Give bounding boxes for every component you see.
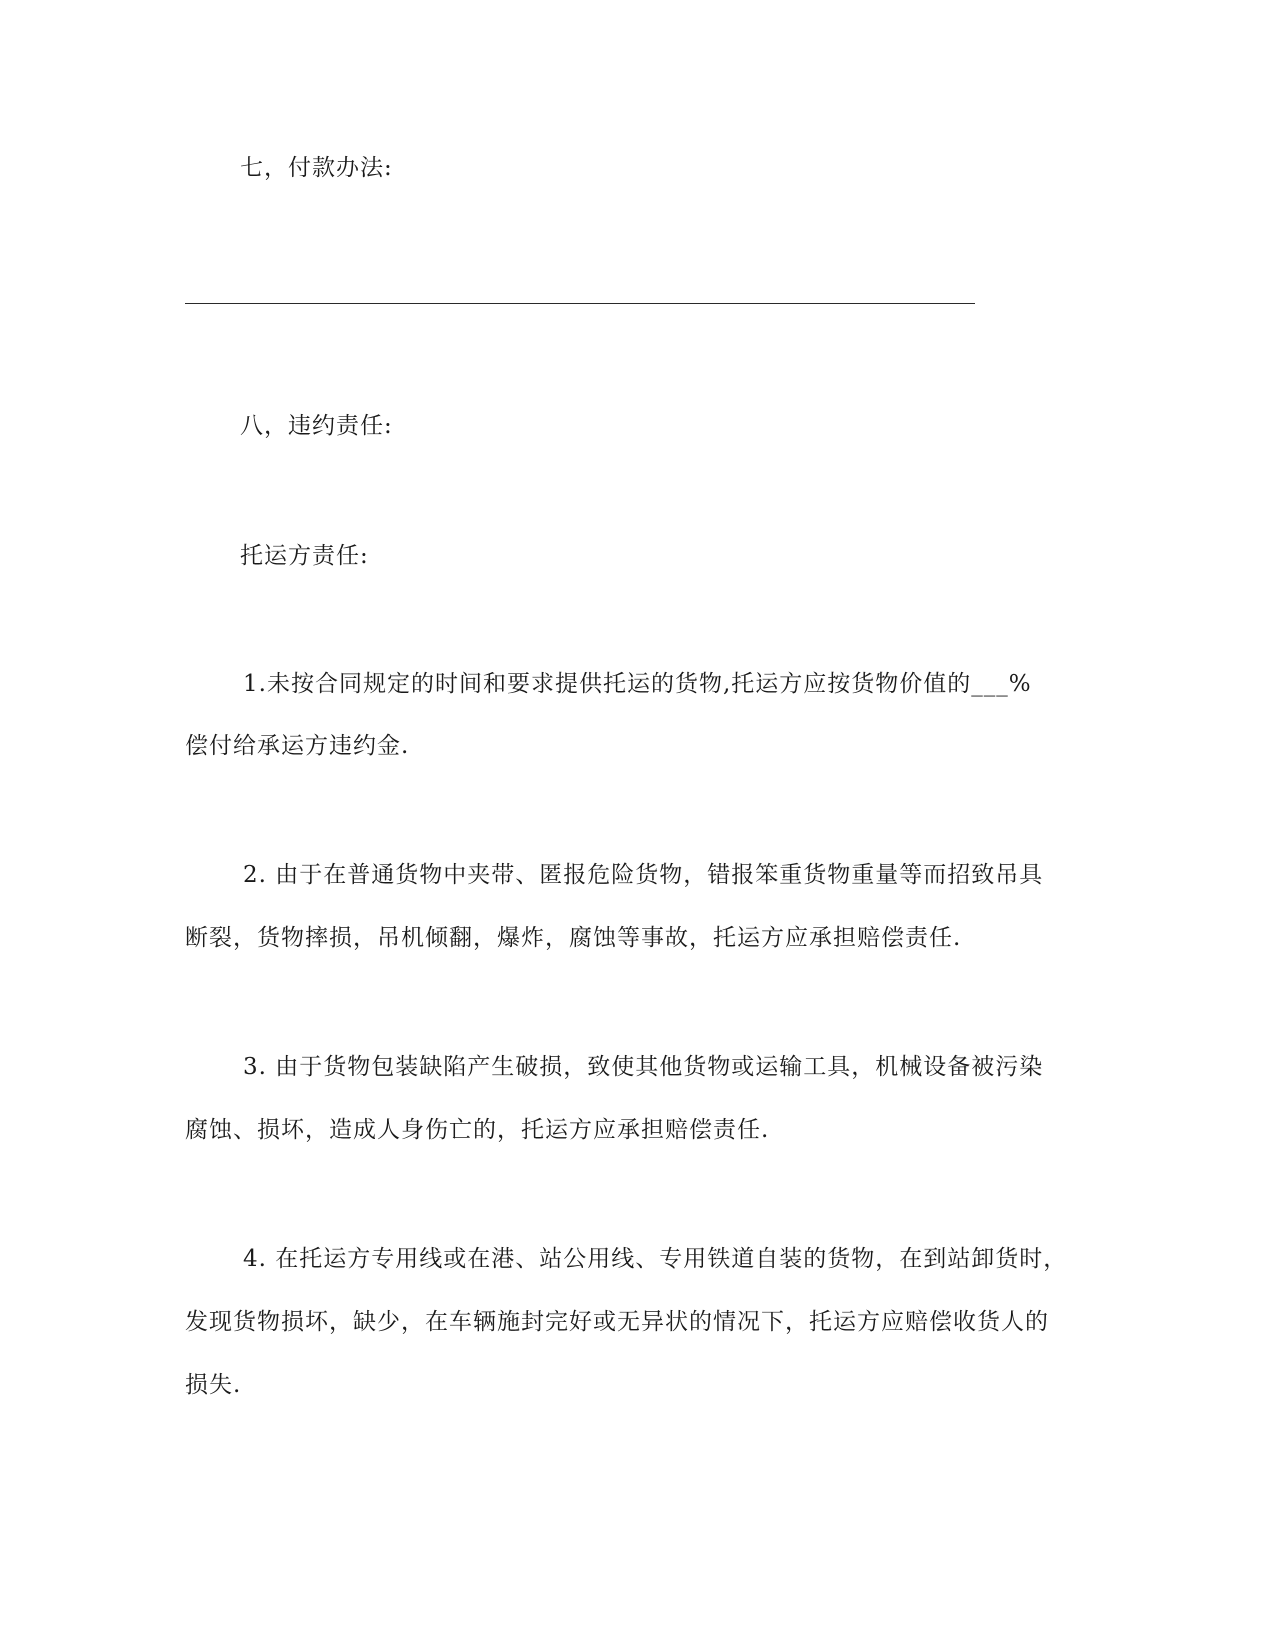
item-4-line-3: 损失. bbox=[185, 1372, 242, 1398]
item-4-line-2: 发现货物损坏，缺少，在车辆施封完好或无异状的情况下，托运方应赔偿收货人的 bbox=[185, 1309, 1049, 1335]
section-8-heading: 八，违约责任: bbox=[240, 413, 393, 439]
section-7-heading: 七，付款办法: bbox=[240, 155, 393, 181]
item-2-line-1: 2. 由于在普通货物中夹带、匿报危险货物，错报笨重货物重量等而招致吊具 bbox=[243, 862, 1044, 888]
item-2-line-2: 断裂，货物摔损，吊机倾翻，爆炸，腐蚀等事故，托运方应承担赔偿责任. bbox=[185, 925, 962, 951]
item-4-line-1: 4. 在托运方专用线或在港、站公用线、专用铁道自装的货物，在到站卸货时， bbox=[243, 1246, 1068, 1272]
item-3-line-2: 腐蚀、损坏，造成人身伤亡的，托运方应承担赔偿责任. bbox=[185, 1117, 770, 1143]
item-3-line-1: 3. 由于货物包装缺陷产生破损，致使其他货物或运输工具，机械设备被污染 bbox=[243, 1054, 1044, 1080]
payment-method-blank-line bbox=[185, 303, 975, 304]
item-1-line-1: 1.未按合同规定的时间和要求提供托运的货物,托运方应按货物价值的___% bbox=[243, 671, 1032, 697]
shipper-responsibility-heading: 托运方责任: bbox=[240, 543, 369, 569]
item-1-line-2: 偿付给承运方违约金. bbox=[185, 733, 410, 759]
